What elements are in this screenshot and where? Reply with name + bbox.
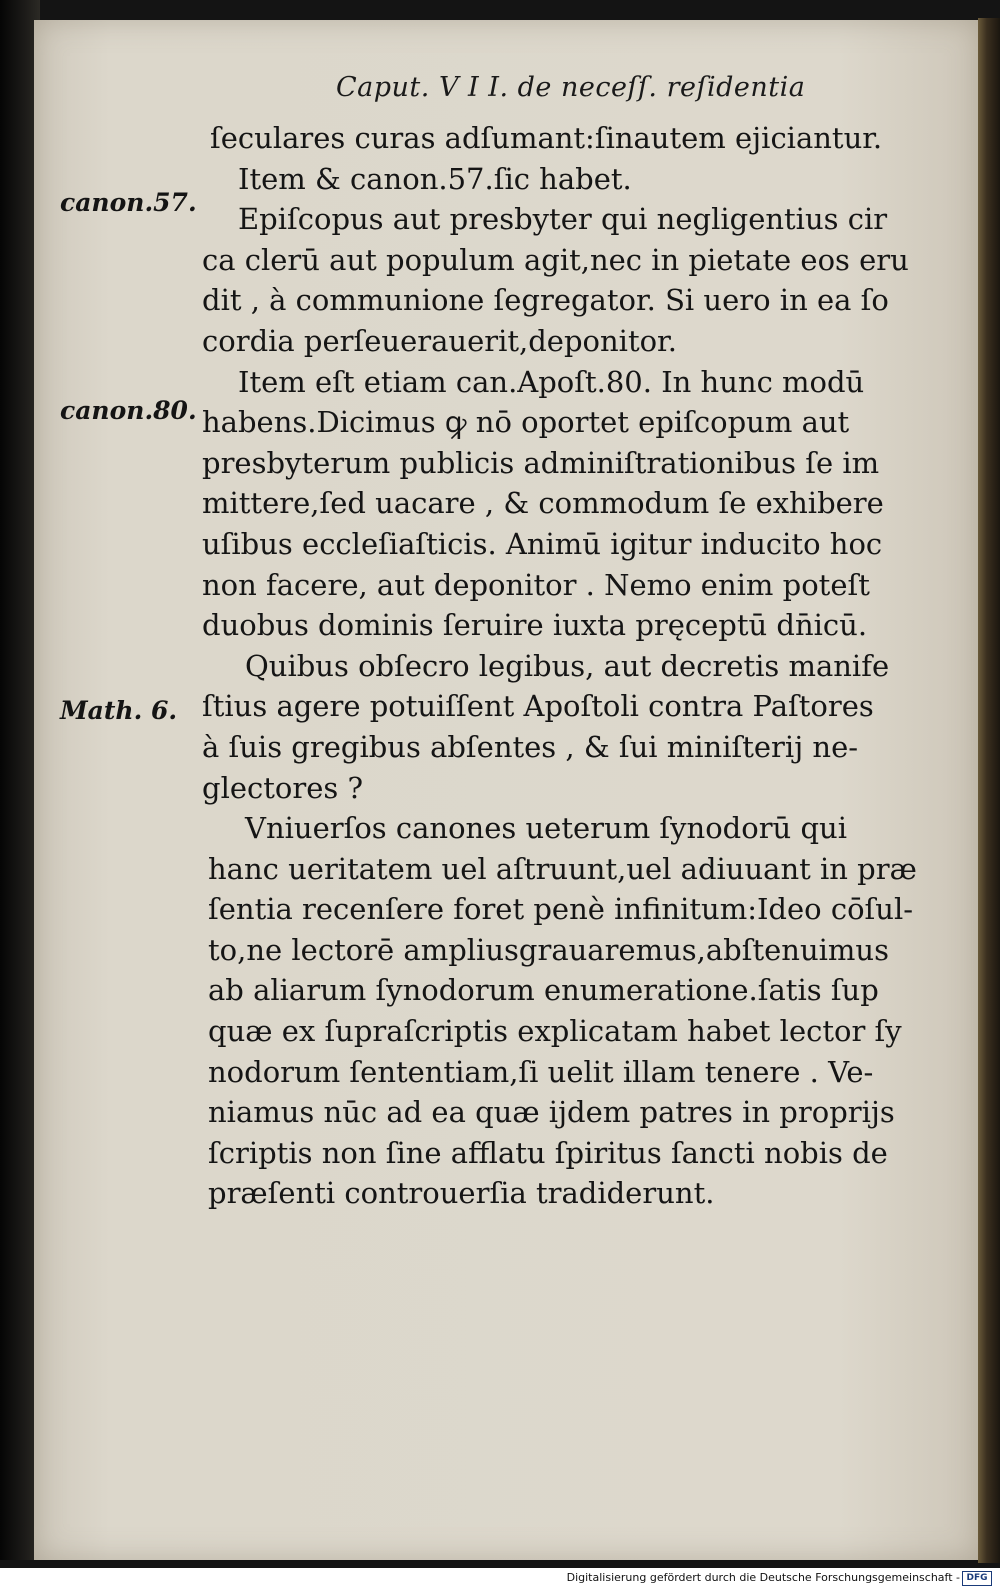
body-text [200, 118, 917, 1214]
text-line: ab aliarum ſynodorum enumeratione.ſatis ſup [208, 973, 879, 1008]
margin-note-canon-57: canon.57. [60, 188, 197, 217]
funding-note: Digitalisierung gefördert durch die Deutsche Forschungsgemeinschaft - [566, 1571, 960, 1584]
text-line: Epiſcopus aut presbyter qui negligentius cir [238, 202, 888, 237]
text-line: niamus nūc ad ea quæ ijdem patres in proprijs [208, 1095, 895, 1130]
text-line: à ſuis gregibus abſentes , & ſui miniſterij ne- [202, 729, 859, 764]
text-line: non facere, aut deponitor . Nemo enim poteſt [202, 567, 870, 602]
text-line: mittere,ſed uacare , & commodum ſe exhibere [202, 486, 884, 521]
text-line: duobus dominis ſeruire iuxta pręceptū dn̄icū. [202, 608, 868, 643]
text-line: Item & canon.57.ſic habet. [238, 161, 632, 196]
text-line: to,ne lectorē ampliusgrauaremus,abſtenuimus [208, 932, 889, 967]
text-line: habens.Dicimus ꝙ nō oportet epiſcopum aut [202, 405, 850, 440]
text-line: ſentia recenſere foret penè infinitum:Ideo cōſul- [208, 892, 914, 927]
text-line: hanc ueritatem uel aſtruunt,uel adiuuant in præ [208, 851, 917, 886]
text-line: Vniuerſos canones ueterum ſynodorū qui [245, 811, 847, 846]
text-line: presbyterum publicis adminiſtrationibus ſe im [202, 445, 880, 480]
text-line: ſcriptis non ſine afflatu ſpiritus ſancti nobis de [208, 1135, 888, 1170]
text-line: præſenti controuerſia tradiderunt. [208, 1176, 715, 1211]
text-line: Quibus obſecro legibus, aut decretis manife [245, 648, 890, 683]
running-header: Caput. V I I. de neceſſ. reſidentia [336, 72, 806, 103]
text-line: ca clerū aut populum agit,nec in pietate eos eru [202, 242, 909, 277]
text-line: dit , à communione ſegregator. Si uero in ea ſo [202, 283, 889, 318]
text-line: ſtius agere potuiſſent Apoſtoli contra Paſtores [202, 689, 874, 724]
text-line: Item eſt etiam can.Apoſt.80. In hunc modū [238, 364, 865, 399]
book-cover-edge [978, 18, 1000, 1563]
text-line: ſeculares curas adſumant:ſinautem ejiciantur. [210, 121, 883, 155]
dfg-logo-icon: DFG [962, 1571, 992, 1586]
text-line: cordia perſeuerauerit,deponitor. [202, 323, 677, 358]
text-line: glectores ? [202, 770, 364, 805]
margin-note-math-6: Math. 6. [60, 696, 178, 725]
text-line: quæ ex ſupraſcriptis explicatam habet lector ſy [208, 1014, 902, 1049]
margin-note-canon-80: canon.80. [60, 396, 197, 425]
text-line: uſibus eccleſiaſticis. Animū igitur inducito hoc [202, 526, 883, 561]
text-line: nodorum ſententiam,ſi uelit illam tenere . Ve- [208, 1054, 874, 1089]
